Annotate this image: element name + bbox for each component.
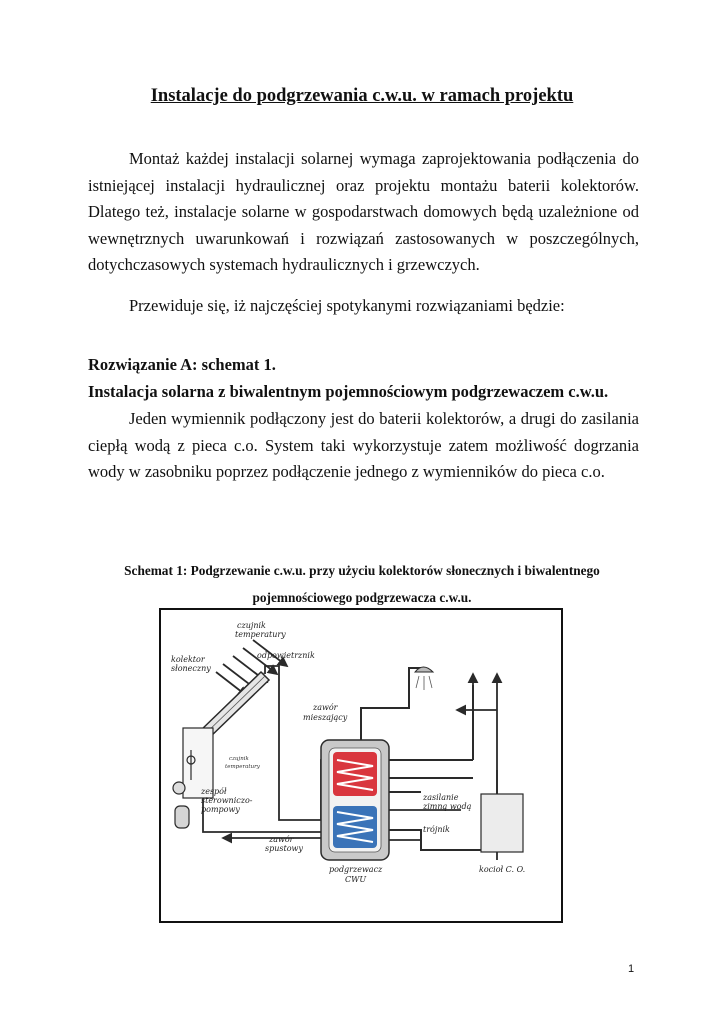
label-small-sensor-1: czujnik xyxy=(229,756,249,762)
document-title: Instalacje do podgrzewania c.w.u. w ramach projektu xyxy=(150,86,574,106)
label-drain-valve-2: spustowy xyxy=(265,844,303,853)
label-heater-1: podgrzewacz xyxy=(329,865,383,874)
label-sensor-2: temperatury xyxy=(235,630,286,639)
label-heater-2: CWU xyxy=(345,875,367,884)
label-pump-group-1: zespół xyxy=(201,787,227,796)
paragraph-description: Jeden wymiennik podłączony jest do baterii kolektorów, a drugi do zasilania ciepłą wodą z pieca c.o. System taki wykorzystuje zatem możliwość dogrzania wody w zasobniku poprzez podłączenie jednego z wymienników do pieca c.o. xyxy=(88,409,639,482)
section-heading: Rozwiązanie A: schemat 1. xyxy=(88,355,276,374)
expansion-vessel xyxy=(175,806,189,828)
schematic-diagram xyxy=(161,610,561,921)
label-air-vent: odpowietrznik xyxy=(257,651,315,660)
label-small-sensor-2: temperatury xyxy=(225,764,260,770)
paragraph-solutions: Przewiduje się, iż najczęściej spotykanymi rozwiązaniami będzie: xyxy=(129,296,565,315)
label-sensor-1: czujnik xyxy=(237,621,266,630)
section-subheading: Instalacja solarna z biwalentnym pojemnościowym podgrzewaczem c.w.u. xyxy=(88,382,609,401)
label-collector-2: słoneczny xyxy=(171,664,211,673)
paragraph-intro: Montaż każdej instalacji solarnej wymaga zaprojektowania podłączenia do istniejącej instalacji hydraulicznej oraz projektu montażu baterii kolektorów. Dlatego też, instalacje solarne w gospodarstwach domowych będą uzależnione od wewnętrznych uwarunkowań i rozwiązań zastosowanych w poszczególnych, dotychczasowych systemach hydraulicznych i grzewczych. xyxy=(88,149,639,275)
figure-caption xyxy=(60,558,664,611)
label-pump-group-3: pompowy xyxy=(201,805,240,814)
label-pump-group-2: sterowniczo- xyxy=(201,796,253,805)
label-drain-valve-1: zawór xyxy=(269,835,294,844)
water-heater-tank xyxy=(321,740,389,860)
label-mixing-valve-2: mieszający xyxy=(303,713,348,722)
label-cold-supply-2: zimną wodą xyxy=(423,802,472,811)
label-mixing-valve-1: zawór xyxy=(313,703,338,712)
boiler xyxy=(481,770,523,852)
label-collector-1: kolektor xyxy=(171,655,205,664)
label-tee: trójnik xyxy=(423,825,450,834)
label-cold-supply-1: zasilanie xyxy=(423,793,459,802)
page-number: 1 xyxy=(628,963,635,975)
caption-line-1: Schemat 1: Podgrzewanie c.w.u. przy użyciu kolektorów słonecznych i biwalentnego xyxy=(124,563,600,578)
caption-line-2: pojemnościowego podgrzewacza c.w.u. xyxy=(252,589,472,605)
shower-head xyxy=(415,667,433,690)
label-boiler: kocioł C. O. xyxy=(479,865,526,874)
schematic-figure xyxy=(159,608,563,923)
